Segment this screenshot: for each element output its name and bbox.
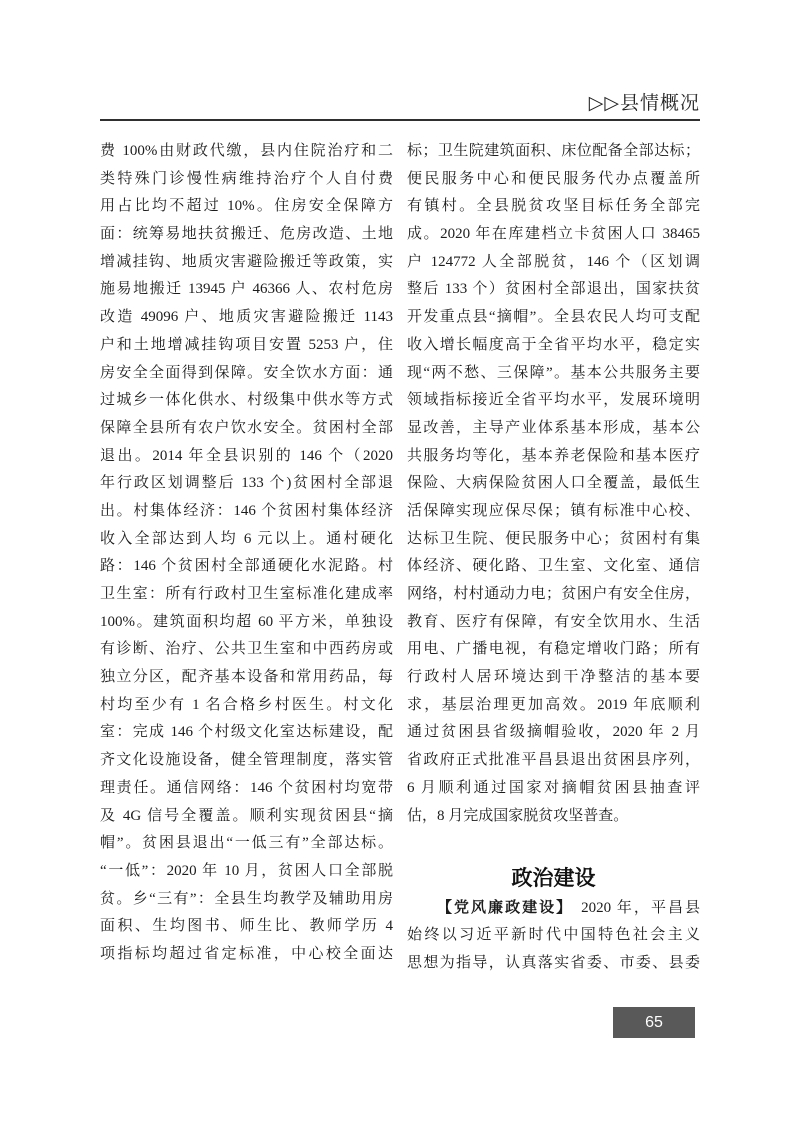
page-header: [100, 88, 700, 121]
text-line: 施易地搬迁 13945 户 46366 人、农村危房: [100, 281, 393, 298]
header-divider: [100, 119, 700, 121]
text-line: 现“两不愁、三保障”。基本公共服务主要: [407, 364, 700, 381]
text-line: 面积、生均图书、师生比、教师学历 4: [100, 918, 393, 935]
paragraph-first-line: 2020 年，平昌县: [581, 900, 700, 917]
text-line: 有镇村。全县脱贫攻坚目标任务全部完: [407, 198, 700, 215]
text-line: “一低”：2020 年 10 月，贫困人口全部脱: [100, 862, 393, 879]
text-line: 活保障实现应保尽保；镇有标准中心校、: [407, 502, 700, 519]
page-number: 65: [645, 1013, 663, 1031]
text-line: 户和土地增减挂钩项目安置 5253 户，住: [100, 336, 393, 353]
text-line: 村均至少有 1 名合格乡村医生。村文化: [100, 696, 393, 713]
text-line: 帽”。贫困县退出“一低三有”全部达标。: [100, 835, 393, 852]
text-line: 保障全县所有农户饮水安全。贫困村全部: [100, 419, 393, 436]
text-line: 达标卫生院、便民服务中心；贫困村有集: [407, 530, 700, 547]
chevron-right-icon: ▷▷: [588, 93, 620, 114]
text-line: 网络，村村通动力电；贫困户有安全住房，: [407, 586, 700, 602]
text-line: 用占比均不超过 10%。住房安全保障方: [100, 198, 393, 215]
text-line: 有诊断、治疗、公共卫生室和中西药房或: [100, 641, 393, 658]
text-line: 费 100%由财政代缴，县内住院治疗和二: [100, 143, 393, 159]
text-line: 显改善，主导产业体系基本形成，基本公: [407, 419, 700, 436]
text-line: 共服务均等化，基本养老保险和基本医疗: [407, 447, 700, 464]
page-number-badge: [613, 1007, 695, 1038]
text-line: 退出。2014 年全县识别的 146 个（2020: [100, 447, 393, 464]
text-line: 教育、医疗有保障，有安全饮用水、生活: [407, 613, 700, 630]
text-line: [407, 894, 700, 922]
text-line: 通过贫困县省级摘帽验收，2020 年 2 月: [407, 724, 700, 741]
text-line: 贫。乡“三有”：全县生均教学及辅助用房: [100, 890, 393, 907]
text-line: 用电、广播电视，有稳定增收门路；所有: [407, 641, 700, 658]
text-line: 齐文化设施设备，健全管理制度，落实管: [100, 752, 393, 769]
text-line: 及 4G 信号全覆盖。顺利实现贫困县“摘: [100, 807, 393, 824]
text-line: 收入增长幅度高于全省平均水平，稳定实: [407, 336, 700, 353]
text-line: 100%。建筑面积均超 60 平方米，单独设: [100, 613, 393, 630]
text-line: 领域指标接近全省平均水平，发展环境明: [407, 392, 700, 409]
section-header-label: [589, 88, 700, 119]
text-line: 便民服务中心和便民服务代办点覆盖所: [407, 170, 700, 187]
text-line: 思想为指导，认真落实省委、市委、县委: [407, 954, 700, 971]
text-line: 始终以习近平新时代中国特色社会主义: [407, 926, 700, 943]
article-body: [100, 138, 700, 977]
text-line: 省政府正式批准平昌县退出贫困县序列，: [407, 752, 700, 769]
text-line: 出。村集体经济：146 个贫困村集体经济: [100, 502, 393, 519]
text-line: 户 124772 人全部脱贫，146 个（区划调: [407, 253, 700, 270]
text-line: 面：统筹易地扶贫搬迁、危房改造、土地: [100, 226, 393, 243]
text-line: 成。2020 年在库建档立卡贫困人口 38465: [407, 226, 700, 243]
text-line: 改造 49096 户、地质灾害避险搬迁 1143: [100, 309, 393, 326]
section-heading: 政治建设: [511, 867, 596, 891]
text-line: 类特殊门诊慢性病维持治疗个人自付费: [100, 170, 393, 187]
text-line: 房安全全面得到保障。安全饮水方面：通: [100, 364, 393, 381]
text-line: 过城乡一体化供水、村级集中供水等方式: [100, 392, 393, 409]
text-line: 开发重点县“摘帽”。全县农民人均可支配: [407, 309, 700, 326]
text-line: 项指标均超过省定标准，中心校全面达: [100, 945, 393, 962]
text-line: 年行政区划调整后 133 个)贫困村全部退: [100, 475, 393, 492]
text-line: 行政村人居环境达到干净整洁的基本要: [407, 669, 700, 686]
text-line: 估，8 月完成国家脱贫攻坚普查。: [407, 807, 629, 824]
left-column: [100, 138, 393, 977]
text-line: 理责任。通信网络：146 个贫困村均宽带: [100, 779, 393, 796]
text-line: 卫生室：所有行政村卫生室标准化建成率: [100, 586, 393, 602]
paragraph-label: 【党风廉政建设】: [437, 899, 574, 917]
text-line: 增减挂钩、地质灾害避险搬迁等政策，实: [100, 253, 393, 270]
text-line: 收入全部达到人均 6 元以上。通村硬化: [100, 530, 393, 547]
right-column-text: [407, 138, 700, 830]
right-column: [407, 138, 700, 977]
text-line: 求，基层治理更加高效。2019 年底顺利: [407, 696, 700, 713]
text-line: 整后 133 个）贫困村全部退出，国家扶贫: [407, 281, 700, 298]
text-line: 独立分区，配齐基本设备和常用药品，每: [100, 669, 393, 686]
text-line: 室：完成 146 个村级文化室达标建设，配: [100, 724, 393, 741]
paragraph-continuation: [407, 922, 700, 977]
text-line: 体经济、硬化路、卫生室、文化室、通信: [407, 558, 700, 575]
section-header-text: 县情概况: [619, 93, 700, 114]
text-line: 保险、大病保险贫困人口全覆盖，最低生: [407, 475, 700, 492]
text-line: 标；卫生院建筑面积、床位配备全部达标；: [407, 143, 700, 159]
text-line: 6 月顺利通过国家对摘帽贫困县抽查评: [407, 779, 700, 796]
text-line: 路：146 个贫困村全部通硬化水泥路。村: [100, 558, 393, 575]
